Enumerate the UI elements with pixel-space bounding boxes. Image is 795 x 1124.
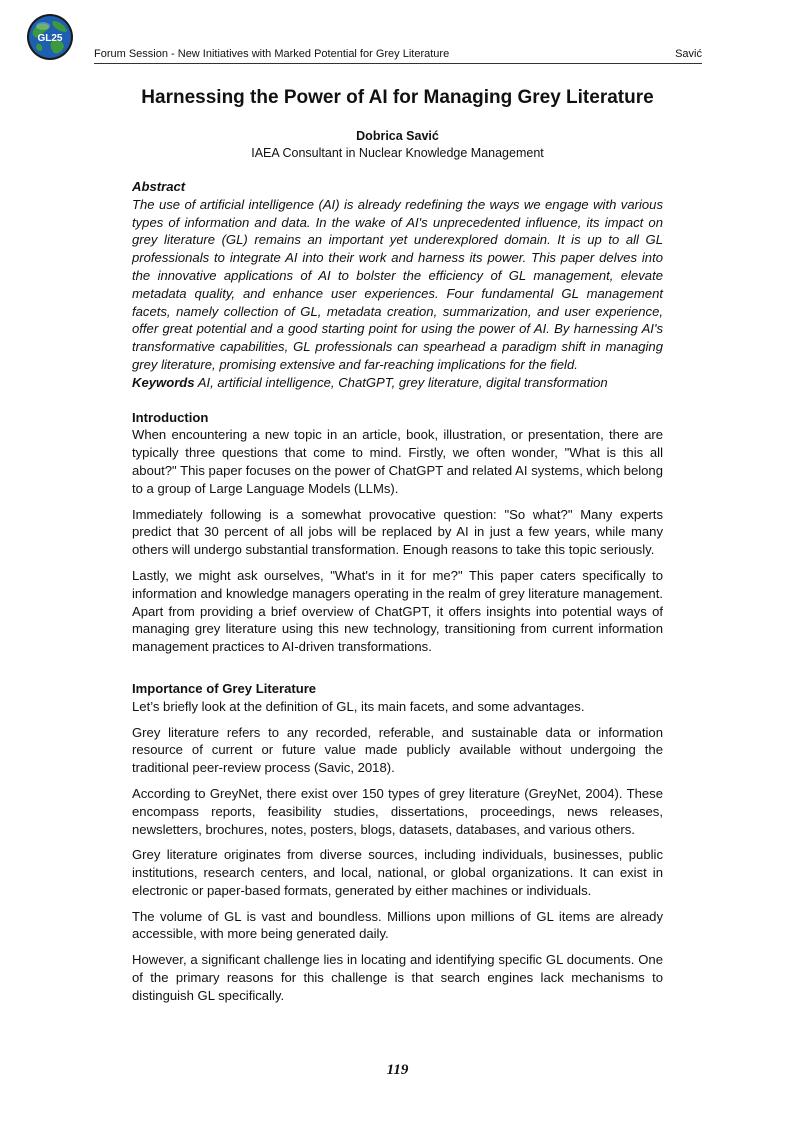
importance-paragraph-1: Let’s briefly look at the definition of GL, its main facets, and some advantages. [132,698,585,714]
globe-icon [26,13,74,61]
intro-paragraph-3: Lastly, we might ask ourselves, "What's in it for me?" This paper caters specifically to information and knowledge managers operating in the realm of grey literature management. Apart from providing a brief overview of ChatGPT, it offers insights into potential ways of managing grey literature using this new technology, transitioning from current information management practices to AI-driven transformations. [132,567,663,655]
header-author: Savić [675,48,702,60]
importance-paragraph-4: Grey literature originates from diverse sources, including individuals, businesses, public institutions, research centers, and local, national, or global organizations. It can exist in electronic or paper-based formats, generated by either machines or individuals. [132,847,663,898]
intro-paragraph-2: Immediately following is a somewhat provocative question: "So what?" Many experts predict that 30 percent of all jobs will be replaced by AI in just a few years, while many others will undergo substantial transformation. Enough reasons to take this topic seriously. [132,506,663,558]
importance-paragraph-2: Grey literature refers to any recorded, referable, and sustainable data or information resource of current or future value made publicly available without undergoing the traditional peer-review process (Savic, 2018). [132,724,663,776]
importance-paragraph-5: The volume of GL is vast and boundless. Millions upon millions of GL items are already accessible, with more being generated daily. [132,908,663,942]
page-number: 119 [386,1062,409,1078]
intro-paragraph-1: When encountering a new topic in an article, book, illustration, or presentation, there are typically three questions that come to mind. Firstly, we often wonder, "What is this all about?" This paper focuses on the power of ChatGPT and related AI systems, which belong to a group of Large Language Models (LLMs). [132,427,663,496]
author-affiliation: IAEA Consultant in Nuclear Knowledge Management [251,146,544,160]
paper-body [132,178,663,1005]
gl25-logo [26,13,74,61]
importance-paragraph-3: According to GreyNet, there exist over 150 types of grey literature (GreyNet, 2004). These encompass reports, feasibility studies, dissertations, proceedings, news releases, newsletters, brochures, notes, posters, blogs, datasets, databases, and various others. [132,785,663,837]
keywords-label: Keywords [132,374,195,390]
keywords-line [132,374,663,392]
logo-text: GL25 [37,33,63,44]
section-heading-introduction: Introduction [132,409,209,425]
abstract-heading: Abstract [132,179,186,194]
paper-title: Harnessing the Power of AI for Managing Grey Literature [141,87,654,108]
abstract-text: The use of artificial intelligence (AI) is already redefining the ways we engage with various types of information and data. In the wake of AI's unprecedented influence, its impact on grey literature (GL) remains an important yet underexplored domain. It is up to all GL professionals to integrate AI into their work and harness its power. This paper delves into the innovative applications of AI to bolster the efficiency of GL management, elevate metadata quality, and enhance user experiences. Four fundamental GL management facets, namely collection of GL, metadata creation, summarization, and user experience, offer great potential and a good starting point for using the power of AI. By harnessing AI's transformative capabilities, GL professionals can spearhead a paradigm shift in managing grey literature, promising extensive and far-reaching implications for the field. [132,196,663,372]
running-header [94,47,702,64]
header-session-title: Forum Session - New Initiatives with Marked Potential for Grey Literature [94,48,450,60]
keywords-text: AI, artificial intelligence, ChatGPT, grey literature, digital transformation [194,374,608,390]
author-name: Dobrica Savić [356,129,439,143]
section-heading-importance: Importance of Grey Literature [132,680,317,696]
importance-paragraph-6: However, a significant challenge lies in locating and identifying specific GL documents. One of the primary reasons for this challenge is that search engines lack mechanisms to distinguish GL specifically. [132,952,663,1003]
